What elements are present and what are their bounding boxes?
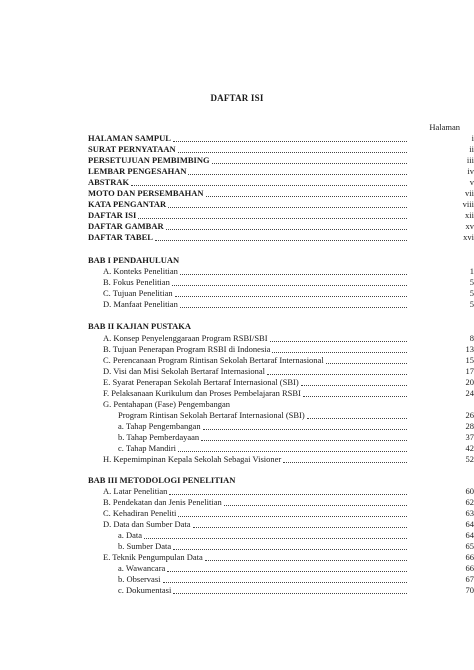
toc-page: 8 [469, 333, 474, 343]
toc-entry [118, 574, 474, 585]
toc-entry [118, 585, 474, 596]
toc-page: xii [465, 210, 474, 220]
toc-page: 26 [465, 410, 474, 420]
toc-label: c. Tahap Mandiri [118, 443, 177, 453]
toc-page: vii [465, 188, 474, 198]
toc-page: 5 [469, 299, 474, 309]
toc-entry [88, 133, 474, 144]
chapter-heading: BAB I PENDAHULUAN [88, 255, 180, 265]
toc-entry [103, 288, 474, 299]
leader-dots [180, 299, 407, 310]
toc-entry [88, 221, 474, 232]
toc-entry [118, 530, 474, 541]
toc-page: 62 [465, 497, 474, 507]
toc-label: a. Wawancara [118, 563, 166, 573]
leader-dots [303, 388, 407, 399]
toc-page: 64 [465, 530, 474, 540]
leader-dots [272, 344, 407, 355]
toc-page: 28 [465, 421, 474, 431]
toc-page: 1 [469, 266, 474, 276]
toc-page: 15 [465, 355, 474, 365]
toc-entry [103, 333, 474, 344]
toc-entry [103, 497, 474, 508]
toc-label: C. Tujuan Penelitian [103, 288, 173, 298]
toc-label: ABSTRAK [88, 177, 130, 187]
toc-label: a. Data [118, 530, 143, 540]
toc-page: v [469, 177, 474, 187]
toc-label: D. Manfaat Penelitian [103, 299, 178, 309]
toc-label: A. Konsep Penyelenggaraan Program RSBI/SBI [103, 333, 268, 343]
leader-dots [178, 508, 407, 519]
toc-label: b. Sumber Data [118, 541, 172, 551]
toc-entry [118, 443, 474, 454]
leader-dots [163, 574, 408, 585]
toc-label: a. Tahap Pengembangan [118, 421, 201, 431]
leader-dots [206, 188, 407, 199]
toc-entry [103, 454, 474, 465]
toc-label: LEMBAR PENGESAHAN [88, 166, 187, 176]
toc-label: A. Konteks Penelitian [103, 266, 178, 276]
toc-entry [88, 199, 474, 210]
toc-page: 64 [465, 519, 474, 529]
toc-page: 5 [469, 288, 474, 298]
toc-entry [103, 399, 407, 410]
toc-entry [88, 210, 474, 221]
toc-entry [103, 552, 474, 563]
leader-dots [175, 288, 407, 299]
toc-entry [103, 508, 474, 519]
leader-dots [224, 497, 407, 508]
toc-page: 70 [465, 585, 474, 595]
toc-entry [88, 177, 474, 188]
leader-dots [205, 552, 407, 563]
leader-dots [173, 585, 407, 596]
leader-dots [173, 541, 407, 552]
toc-page: xvi [463, 232, 474, 242]
toc-entry [103, 266, 474, 277]
toc-page: 67 [465, 574, 474, 584]
leader-dots [326, 355, 407, 366]
leader-dots [178, 144, 407, 155]
toc-entry [103, 355, 474, 366]
toc-label: E. Teknik Pengumpulan Data [103, 552, 203, 562]
toc-label: C. Kehadiran Peneliti [103, 508, 177, 518]
toc-entry [118, 421, 474, 432]
leader-dots [172, 277, 407, 288]
toc-entry [103, 388, 474, 399]
toc-entry [103, 344, 474, 355]
leader-dots [138, 210, 407, 221]
toc-label: D. Data dan Sumber Data [103, 519, 191, 529]
toc-label: Program Rintisan Sekolah Bertaraf Internasional (SBI) [118, 410, 305, 420]
toc-entry [88, 232, 474, 243]
toc-entry [118, 563, 474, 574]
halaman-header: Halaman [429, 122, 460, 132]
toc-page: 42 [465, 443, 474, 453]
toc-label: KATA PENGANTAR [88, 199, 167, 209]
toc-page: xv [465, 221, 474, 231]
toc-label: b. Observasi [118, 574, 161, 584]
toc-page: ii [469, 144, 474, 154]
toc-entry [103, 299, 474, 310]
chapter-heading: BAB III METODOLOGI PENELITIAN [88, 475, 236, 485]
toc-page: viii [462, 199, 474, 209]
toc-entry [103, 519, 474, 530]
toc-page: 66 [465, 563, 474, 573]
leader-dots [267, 366, 407, 377]
toc-label: A. Latar Penelitian [103, 486, 168, 496]
toc-page: 37 [465, 432, 474, 442]
toc-page: 17 [465, 366, 474, 376]
leader-dots [232, 399, 407, 410]
toc-page: iii [466, 155, 474, 165]
toc-page: 66 [465, 552, 474, 562]
toc-label: DAFTAR ISI [88, 210, 137, 220]
toc-entry [103, 277, 474, 288]
leader-dots [270, 333, 407, 344]
toc-page: 60 [465, 486, 474, 496]
leader-dots [283, 454, 407, 465]
leader-dots [203, 421, 407, 432]
chapter-heading: BAB II KAJIAN PUSTAKA [88, 321, 192, 331]
toc-page: 52 [465, 454, 474, 464]
toc-page: 20 [465, 377, 474, 387]
leader-dots [178, 443, 407, 454]
toc-label: C. Perencanaan Program Rintisan Sekolah Bertaraf Internasional [103, 355, 324, 365]
toc-label: DAFTAR GAMBAR [88, 221, 164, 231]
toc-label: MOTO DAN PERSEMBAHAN [88, 188, 204, 198]
toc-label: PERSETUJUAN PEMBIMBING [88, 155, 210, 165]
leader-dots [155, 232, 407, 243]
leader-dots [307, 410, 407, 421]
toc-label: SURAT PERNYATAAN [88, 144, 176, 154]
leader-dots [131, 177, 407, 188]
leader-dots [193, 519, 407, 530]
toc-label: B. Fokus Penelitian [103, 277, 170, 287]
leader-dots [212, 155, 407, 166]
toc-page: i [471, 133, 474, 143]
leader-dots [180, 266, 407, 277]
leader-dots [301, 377, 407, 388]
toc-page: 24 [465, 388, 474, 398]
toc-label: DAFTAR TABEL [88, 232, 153, 242]
leader-dots [167, 563, 407, 574]
leader-dots [173, 133, 407, 144]
toc-entry [103, 377, 474, 388]
leader-dots [168, 199, 407, 210]
toc-label: H. Kepemimpinan Kepala Sekolah Sebagai Visioner [103, 454, 282, 464]
toc-entry [103, 366, 474, 377]
leader-dots [169, 486, 407, 497]
toc-entry [88, 188, 474, 199]
toc-label: F. Pelaksanaan Kurikulum dan Proses Pembelajaran RSBI [103, 388, 301, 398]
leader-dots [144, 530, 407, 541]
toc-page: 63 [465, 508, 474, 518]
toc-label: HALAMAN SAMPUL [88, 133, 171, 143]
toc-entry [103, 486, 474, 497]
page-title: DAFTAR ISI [210, 93, 264, 103]
toc-entry [88, 166, 474, 177]
toc-entry [118, 410, 474, 421]
leader-dots [166, 221, 407, 232]
leader-dots [201, 432, 407, 443]
toc-label: D. Visi dan Misi Sekolah Bertaraf Internasional [103, 366, 265, 376]
toc-label: c. Dokumentasi [118, 585, 172, 595]
toc-label: B. Pendekatan dan Jenis Penelitian [103, 497, 222, 507]
toc-label: G. Pentahapan (Fase) Pengembangan [103, 399, 230, 409]
toc-label: b. Tahap Pemberdayaan [118, 432, 200, 442]
toc-entry [118, 541, 474, 552]
toc-label: E. Syarat Penerapan Sekolah Bertaraf Internasional (SBI) [103, 377, 299, 387]
leader-dots [188, 166, 407, 177]
toc-page: 13 [465, 344, 474, 354]
toc-page: iv [467, 166, 474, 176]
toc-page: 5 [469, 277, 474, 287]
toc-label: B. Tujuan Penerapan Program RSBI di Indonesia [103, 344, 271, 354]
toc-page: 65 [465, 541, 474, 551]
toc-entry [88, 144, 474, 155]
toc-entry [118, 432, 474, 443]
toc-entry [88, 155, 474, 166]
